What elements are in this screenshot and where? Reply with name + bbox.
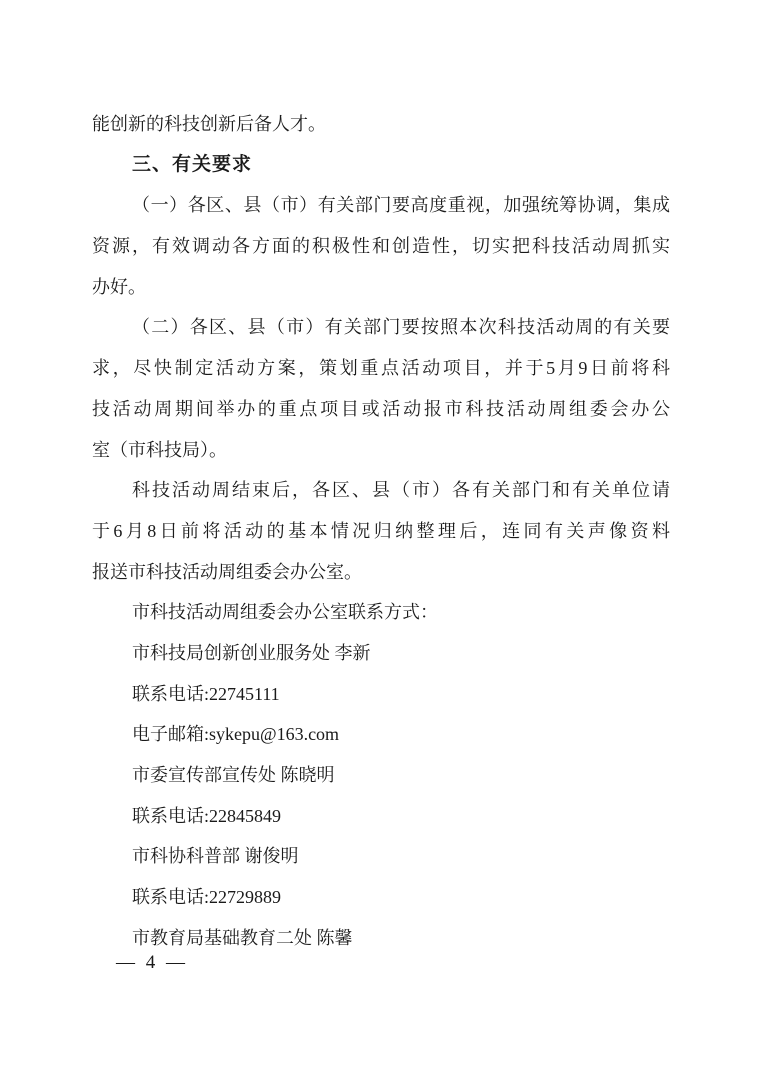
- contact-line: 联系电话:22745111: [132, 683, 280, 704]
- paragraph-line: 于6月8日前将活动的基本情况归纳整理后，连同有关声像资料: [92, 520, 670, 541]
- contact-method-intro: 市科技活动周组委会办公室联系方式：: [132, 602, 438, 623]
- paragraph-line: （二）各区、县（市）有关部门要按照本次科技活动周的有关要: [132, 317, 670, 338]
- contact-line: 市教育局基础教育二处 陈馨: [132, 927, 353, 948]
- section-heading: 三、有关要求: [132, 153, 253, 175]
- contact-line: 联系电话:22845849: [132, 805, 282, 826]
- contact-line: 市委宣传部宣传处 陈晓明: [132, 765, 335, 785]
- paragraph-line: 资源，有效调动各方面的积极性和创造性，切实把科技活动周抓实: [92, 236, 670, 257]
- contact-list: [92, 633, 670, 959]
- document-body: [92, 104, 670, 958]
- contact-line: 市科协科普部 谢俊明: [132, 846, 299, 867]
- paragraph-requirements-2: [92, 307, 670, 470]
- paragraph-line: 求，尽快制定活动方案，策划重点活动项目，并于5月9日前将科: [92, 358, 670, 379]
- paragraph-line: （一）各区、县（市）有关部门要高度重视，加强统筹协调，集成: [132, 195, 670, 216]
- continuation-line: 能创新的科技创新后备人才。: [92, 114, 326, 134]
- paragraph-line: 报送市科技活动周组委会办公室。: [92, 561, 362, 582]
- paragraph-line: 技活动周期间举办的重点项目或活动报市科技活动周组委会办公: [92, 398, 670, 419]
- contact-line: 市科技局创新创业服务处 李新: [132, 642, 371, 663]
- paragraph-summary-report: [92, 470, 670, 592]
- paragraph-requirements-1: [92, 185, 670, 307]
- paragraph-line: 办好。: [92, 276, 146, 297]
- contact-line: 联系电话:22729889: [132, 887, 282, 908]
- paragraph-line: 科技活动周结束后，各区、县（市）各有关部门和有关单位请: [132, 480, 670, 501]
- paragraph-line: 室（市科技局）。: [92, 439, 227, 460]
- page-number: — 4 —: [116, 952, 188, 973]
- contact-line: 电子邮箱:sykepu@163.com: [132, 724, 340, 745]
